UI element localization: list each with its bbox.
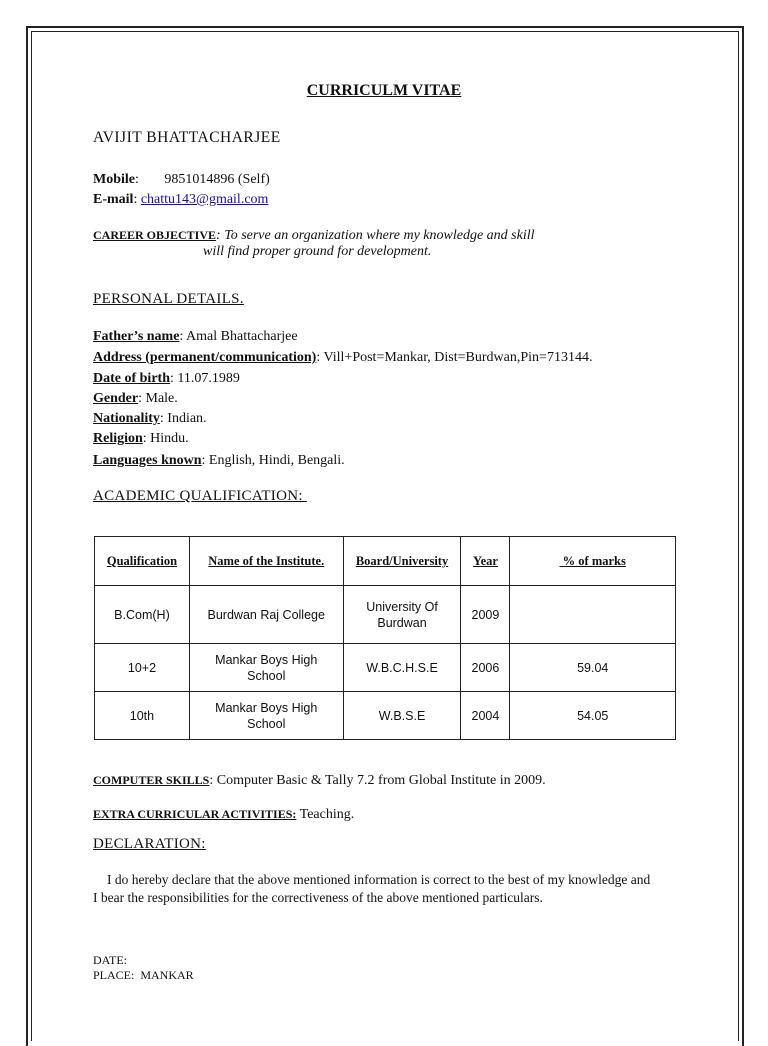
field-value: : Vill+Post=Mankar, Dist=Burdwan,Pin=713144. [316,350,593,365]
cell-marks: 59.04 [510,644,676,692]
career-objective-line1 [93,226,535,244]
personal-field [93,391,178,407]
header-board: Board/University [343,537,461,586]
email-link[interactable]: chattu143@gmail.com [140,192,269,207]
field-label: Languages known [93,453,202,468]
cell-qualification: B.Com(H) [95,586,190,644]
personal-field [93,411,207,427]
extra-curricular-line [93,805,354,823]
extra-curricular-value: Teaching. [296,807,355,822]
declaration-colon: : [201,836,206,852]
career-objective-label: CAREER OBJECTIVE [93,228,217,242]
cell-year: 2004 [461,692,510,740]
career-objective-text: : To serve an organization where my knowledge and skill [216,228,535,243]
place-label: PLACE: MANKAR [93,968,194,982]
declaration-text: I do hereby declare that the above mentioned information is correct to the best of my knowledge and I bear the responsibilities for the correctiveness of the above mentioned particulars. [93,872,651,905]
cell-institute: Mankar Boys High School [189,644,343,692]
field-value: : Amal Bhattacharjee [179,329,298,344]
cell-qualification: 10th [95,692,190,740]
header-marks: % of marks [510,537,676,586]
table-row [95,586,676,644]
declaration-heading: DECLARATION [93,836,202,852]
career-objective-line2: will find proper ground for development. [203,244,432,259]
cell-board: W.B.C.H.S.E [343,644,461,692]
personal-details-heading: PERSONAL DETAILS. [93,291,244,307]
document-title: CURRICULM VITAE [306,82,462,99]
cell-institute: Mankar Boys High School [189,692,343,740]
academic-table [94,536,676,740]
field-value: : Indian. [159,411,207,426]
field-label: Gender [93,391,139,406]
field-label: Address (permanent/communication) [93,350,317,365]
mobile-label: Mobile [93,172,135,187]
personal-field [93,350,592,366]
personal-field [93,371,240,387]
field-label: Father’s name [93,329,180,344]
computer-skills-line [93,771,546,789]
header-year: Year [461,537,510,586]
field-label: Date of birth [93,371,170,386]
cell-marks: 54.05 [510,692,676,740]
field-value: : English, Hindi, Bengali. [201,453,345,468]
computer-skills-label: COMPUTER SKILLS [93,773,210,787]
header-institute: Name of the Institute. [189,537,343,586]
cell-board: University Of Burdwan [343,586,461,644]
cell-marks [510,586,676,644]
cell-board: W.B.S.E [343,692,461,740]
cell-institute: Burdwan Raj College [189,586,343,644]
header-qualification: Qualification [95,537,190,586]
computer-skills-value: : Computer Basic & Tally 7.2 from Global Institute in 2009. [209,773,546,788]
mobile-line: Mobile: 9851014896 (Self) [93,172,270,187]
mobile-value: 9851014896 (Self) [164,172,270,187]
extra-curricular-label: EXTRA CURRICULAR ACTIVITIES: [93,807,297,821]
field-value: : Male. [138,391,178,406]
cell-qualification: 10+2 [95,644,190,692]
email-label: E-mail [93,192,134,207]
academic-heading: ACADEMIC QUALIFICATION: [93,488,307,504]
email-line: E-mail: chattu143@gmail.com [93,192,269,207]
personal-field [93,453,345,469]
field-label: Religion [93,431,143,446]
personal-field [93,329,298,345]
table-header-row [95,537,676,586]
cell-year: 2006 [461,644,510,692]
cell-year: 2009 [461,586,510,644]
table-row [95,644,676,692]
field-value: : Hindu. [142,431,189,446]
field-value: : 11.07.1989 [170,371,240,386]
field-label: Nationality [93,411,160,426]
personal-field [93,431,189,447]
declaration-heading-line [93,836,206,853]
candidate-name: AVIJIT BHATTACHARJEE [93,129,281,146]
date-label: DATE: [93,953,127,967]
table-row [95,692,676,740]
